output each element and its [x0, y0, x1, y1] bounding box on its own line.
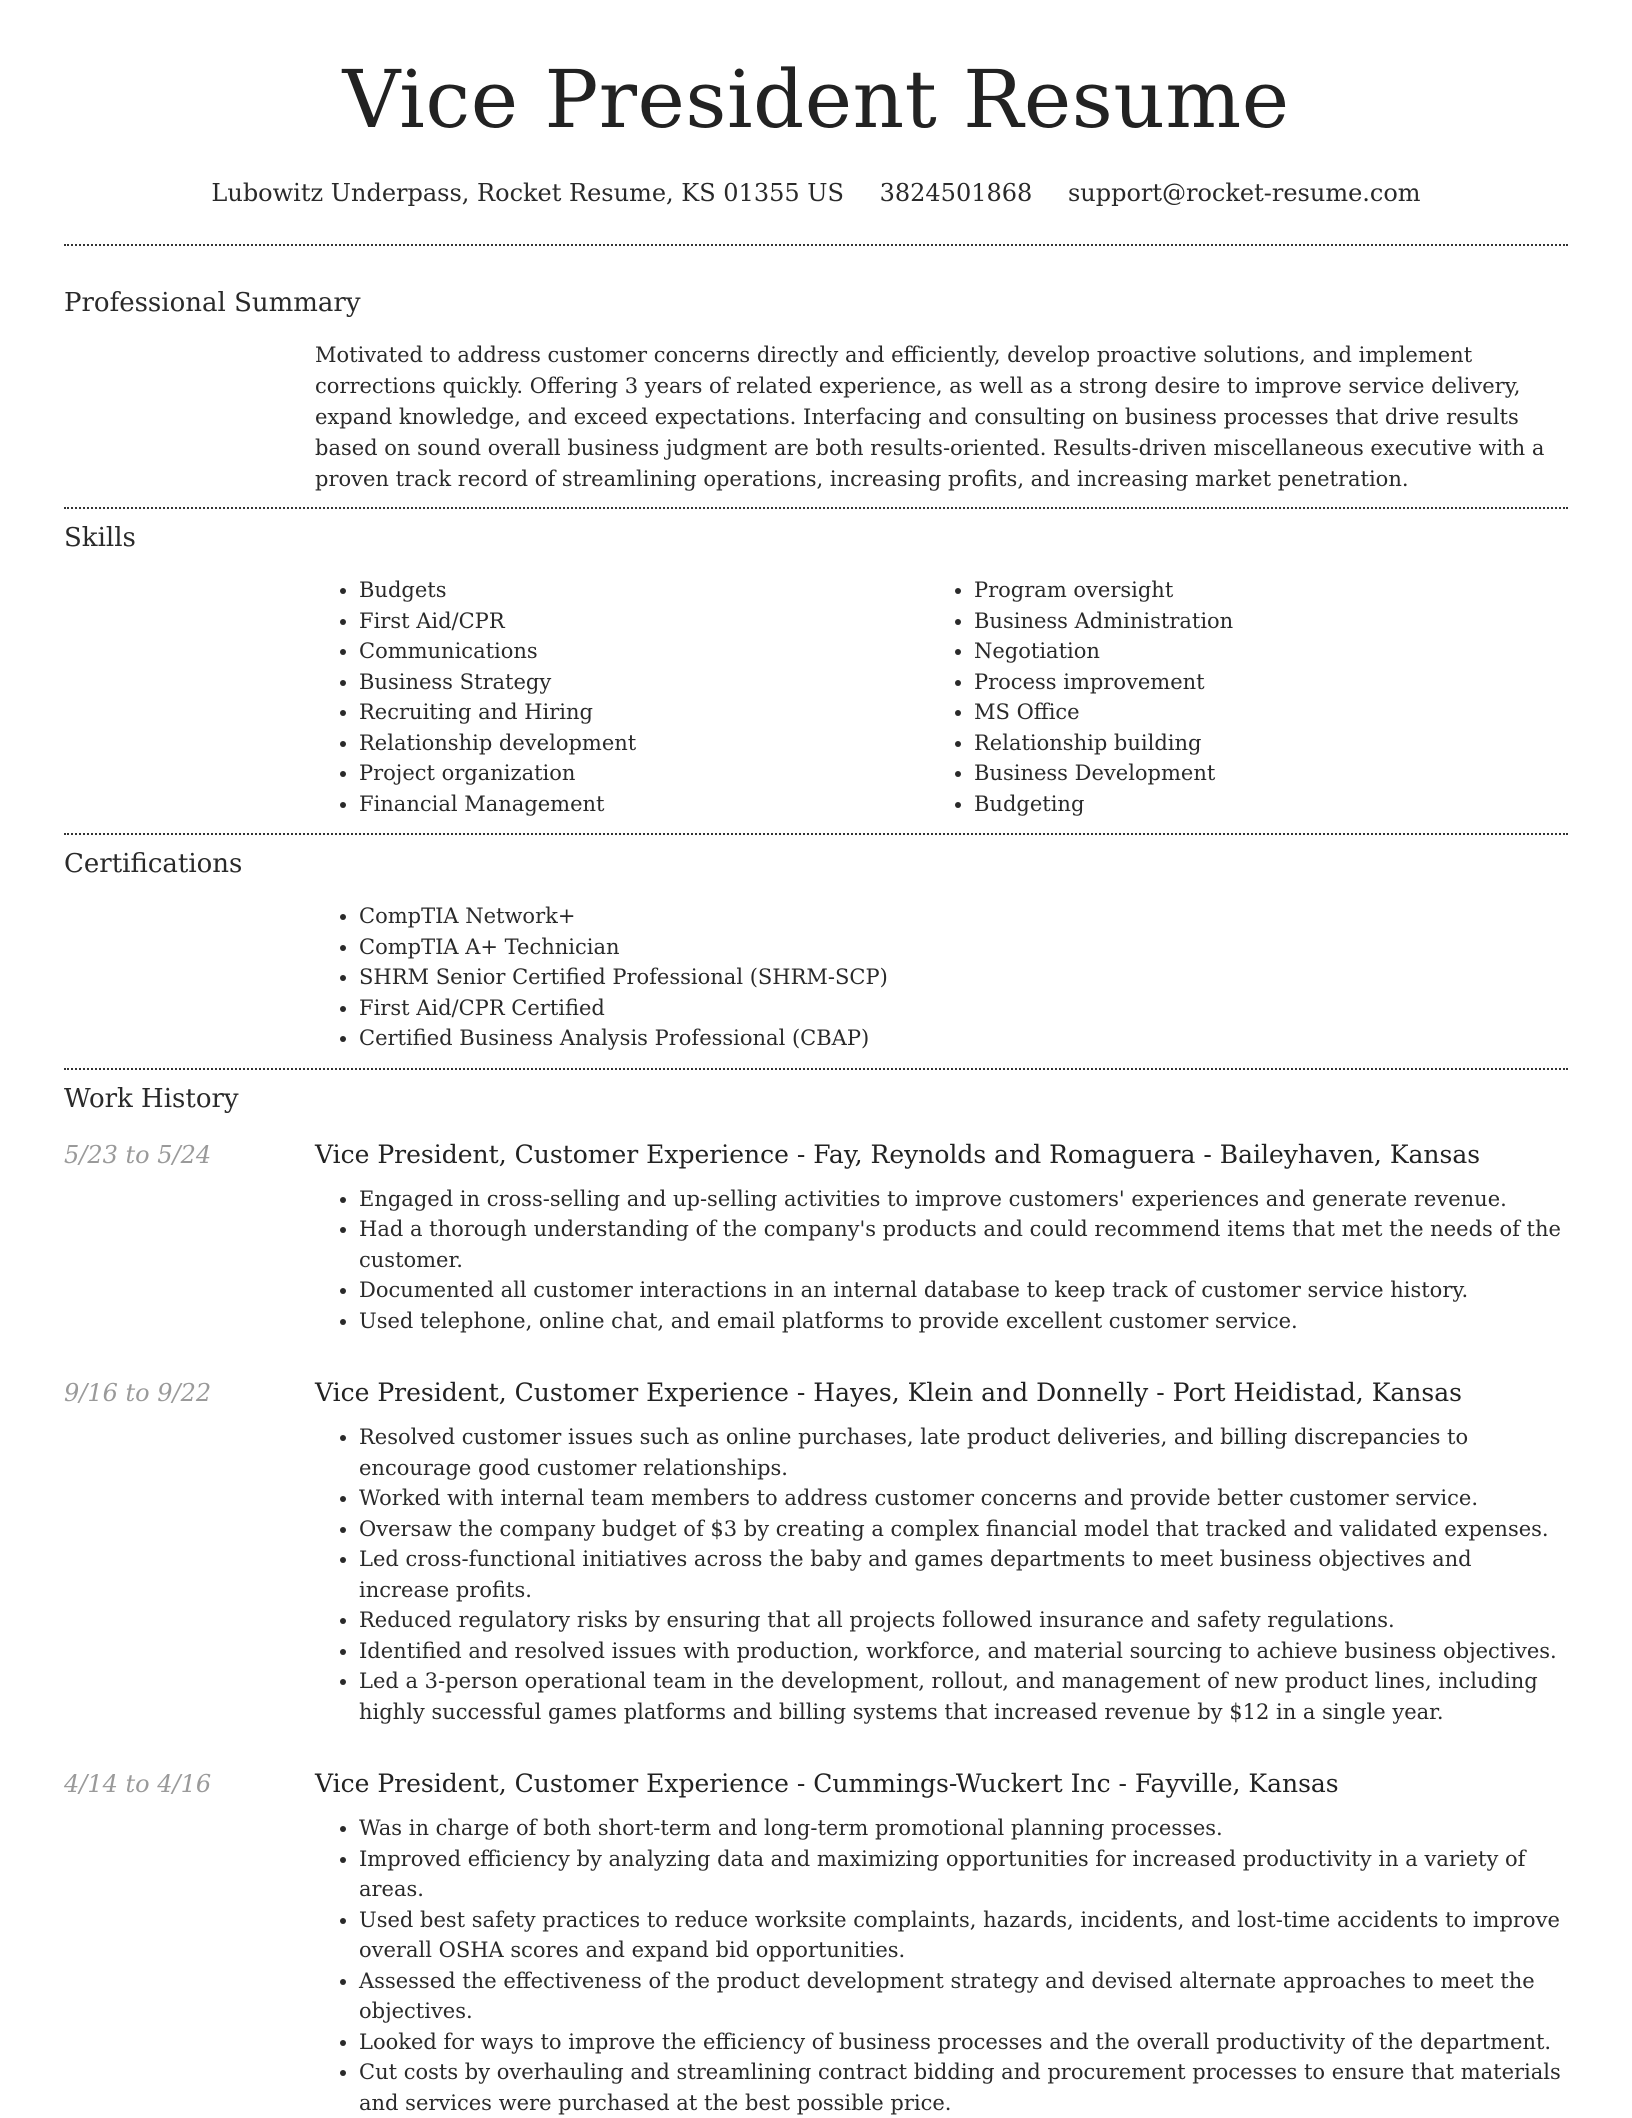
job-bullet: • Improved efficiency by analyzing data and maximizing opportunities for increased productivity in a variety of areas.: [359, 1844, 1568, 1905]
certification-item: • First Aid/CPR Certified: [359, 993, 1568, 1024]
job-bullet: • Engaged in cross-selling and up-selling activities to improve customers' experiences and generate revenue.: [359, 1184, 1568, 1215]
skill-item: • Project organization: [359, 758, 930, 789]
skills-section: [64, 509, 1568, 833]
job-bullet: • Led cross-functional initiatives across the baby and games departments to meet business objectives and increase profits.: [359, 1544, 1568, 1605]
job-bullet: • Had a thorough understanding of the company's products and could recommend items that met the needs of the customer.: [359, 1214, 1568, 1275]
skills-heading: Skills: [64, 521, 1568, 555]
certification-item: • CompTIA Network+: [359, 901, 1568, 932]
job-dates: 4/14 to 4/16: [64, 1767, 211, 1801]
certification-item: • SHRM Senior Certified Professional (SHRM-SCP): [359, 962, 1568, 993]
job-entry: [64, 1767, 1568, 2118]
job-bullet: • Used best safety practices to reduce worksite complaints, hazards, incidents, and lost-time accidents to improve overall OSHA scores and expand bid opportunities.: [359, 1905, 1568, 1966]
job-bullet: • Worked with internal team members to address customer concerns and provide better customer service.: [359, 1483, 1568, 1514]
resume-title: Vice President Resume: [64, 0, 1568, 148]
certification-item: • Certified Business Analysis Professional (CBAP): [359, 1023, 1568, 1054]
skills-column-right: [930, 575, 1545, 819]
certifications-section: [64, 835, 1568, 1068]
skill-item: • Business Strategy: [359, 667, 930, 698]
work-history-section: [64, 1070, 1568, 2118]
job-title: Vice President, Customer Experience - Cummings-Wuckert Inc - Fayville, Kansas: [315, 1767, 1568, 1801]
skill-item: • Relationship development: [359, 728, 930, 759]
job-title: Vice President, Customer Experience - Fay, Reynolds and Romaguera - Baileyhaven, Kansas: [315, 1138, 1568, 1172]
contact-line: [64, 176, 1568, 210]
skill-item: • Budgets: [359, 575, 930, 606]
certification-item: • CompTIA A+ Technician: [359, 932, 1568, 963]
skill-item: • Process improvement: [974, 667, 1545, 698]
job-bullet: • Assessed the effectiveness of the product development strategy and devised alternate approaches to meet the objectives.: [359, 1966, 1568, 2027]
job-dates: 9/16 to 9/22: [64, 1376, 211, 1410]
job-entry: [64, 1138, 1568, 1337]
skill-item: • Communications: [359, 636, 930, 667]
contact-address: Lubowitz Underpass, Rocket Resume, KS 01355 US: [211, 179, 844, 207]
job-bullet: • Documented all customer interactions in an internal database to keep track of customer service history.: [359, 1275, 1568, 1306]
work-history-heading: Work History: [64, 1082, 1568, 1116]
job-dates: 5/23 to 5/24: [64, 1138, 211, 1172]
skill-item: • Budgeting: [974, 789, 1545, 820]
summary-heading: Professional Summary: [64, 286, 1568, 320]
contact-email: support@rocket-resume.com: [1068, 179, 1421, 207]
job-title: Vice President, Customer Experience - Hayes, Klein and Donnelly - Port Heidistad, Kansas: [315, 1376, 1568, 1410]
skill-item: • Business Administration: [974, 606, 1545, 637]
skill-item: • Program oversight: [974, 575, 1545, 606]
resume-page: [64, 0, 1568, 2118]
job-bullet: • Reduced regulatory risks by ensuring that all projects followed insurance and safety regulations.: [359, 1605, 1568, 1636]
summary-section: [64, 246, 1568, 507]
skill-item: • Negotiation: [974, 636, 1545, 667]
job-bullet: • Was in charge of both short-term and long-term promotional planning processes.: [359, 1813, 1568, 1844]
job-entry: [64, 1376, 1568, 1727]
skill-item: • Recruiting and Hiring: [359, 697, 930, 728]
skill-item: • Business Development: [974, 758, 1545, 789]
job-bullet: • Oversaw the company budget of $3 by creating a complex financial model that tracked and validated expenses.: [359, 1514, 1568, 1545]
certifications-heading: Certifications: [64, 847, 1568, 881]
summary-text: Motivated to address customer concerns directly and efficiently, develop proactive solutions, and implement corrections quickly. Offering 3 years of related experience, as well as a strong desire to improve service delivery, expand knowledge, and exceed expectations. Interfacing and consulting on business processes that drive results based on sound overall business judgment are both results-oriented. Results-driven miscellaneous executive with a proven track record of streamlining operations, increasing profits, and increasing market penetration.: [315, 340, 1568, 495]
skill-item: • Relationship building: [974, 728, 1545, 759]
job-bullet: • Cut costs by overhauling and streamlining contract bidding and procurement processes to ensure that materials and services were purchased at the best possible price.: [359, 2057, 1568, 2118]
job-bullet: • Led a 3-person operational team in the development, rollout, and management of new product lines, including highly successful games platforms and billing systems that increased revenue by $12 in a single year.: [359, 1666, 1568, 1727]
job-bullet: • Resolved customer issues such as online purchases, late product deliveries, and billing discrepancies to encourage good customer relationships.: [359, 1422, 1568, 1483]
job-bullet: • Looked for ways to improve the efficiency of business processes and the overall productivity of the department.: [359, 2027, 1568, 2058]
skill-item: • First Aid/CPR: [359, 606, 930, 637]
skills-column-left: [315, 575, 930, 819]
skill-item: • MS Office: [974, 697, 1545, 728]
contact-phone: 3824501868: [880, 179, 1033, 207]
job-bullet: • Used telephone, online chat, and email platforms to provide excellent customer service.: [359, 1306, 1568, 1337]
skill-item: • Financial Management: [359, 789, 930, 820]
job-bullet: • Identified and resolved issues with production, workforce, and material sourcing to achieve business objectives.: [359, 1636, 1568, 1667]
